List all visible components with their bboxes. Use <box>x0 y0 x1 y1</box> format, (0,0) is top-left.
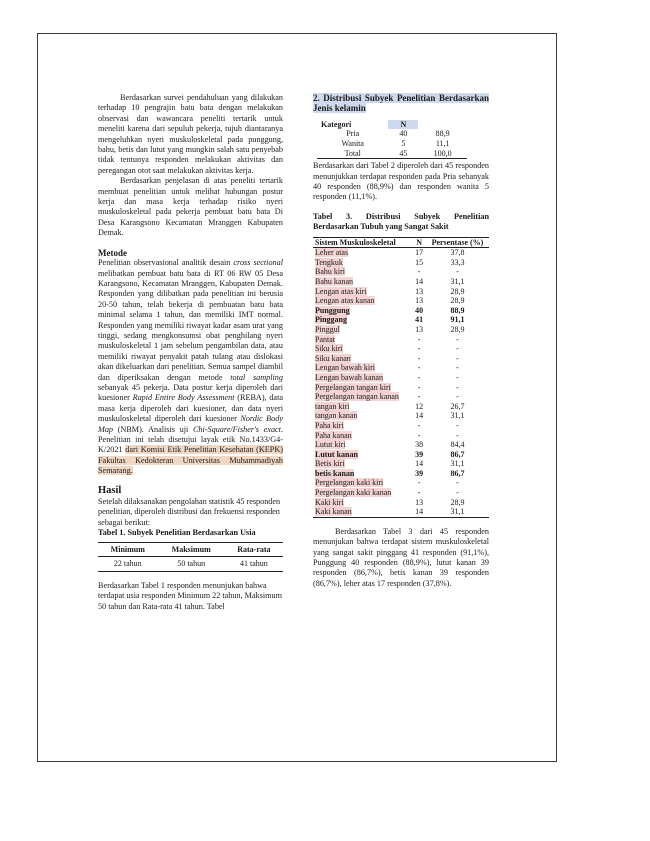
table-row: Total 45 100,0 <box>317 149 467 159</box>
table3-cell-name: Lengan atas kiri <box>315 286 367 296</box>
metode-heading: Metode <box>98 247 127 258</box>
table3-cell-name: betis kanan <box>315 468 355 478</box>
table3-cell-name: Pergelangan tangan kiri <box>315 382 391 392</box>
table2 <box>317 120 467 159</box>
table-row: Leher atas 17 37,8 <box>315 248 465 258</box>
table3-cell-name: Paha kanan <box>315 430 352 440</box>
table-row: Wanita 5 11,1 <box>341 139 450 148</box>
table2-discussion: Berdasarkan dari Tabel 2 diperoleh dari 45 responden menunjukkan terdapat responden pada Pria sebanyak 40 responden (88,9%) dan responden wanita 5 responden (11,1%). <box>313 161 489 202</box>
table-row: Lutut kiri 38 84,4 <box>315 440 465 450</box>
table3-cell-name: Betis kiri <box>315 459 345 469</box>
hasil-paragraph: Setelah dilaksanakan pengolahan statistik 45 responden penelitian, diperoleh distribusi dan frekuensi responden sebagai berikut: <box>98 497 281 527</box>
table3-cell-name: Lengan atas kanan <box>315 296 375 306</box>
hasil-heading: Hasil <box>98 484 122 496</box>
table-row: Lengan bawah kanan - - <box>315 372 459 382</box>
table-row: betis kanan 39 86,7 <box>315 468 465 478</box>
table3-header: Persentase (%) <box>426 237 489 248</box>
table-row: Siku kiri - - <box>315 344 459 354</box>
table3-cell-name: Pergelangan tangan kanan <box>315 392 399 402</box>
table-row: Pergelangan tangan kanan - - <box>315 392 459 402</box>
table-row: Pantat - - <box>315 334 459 344</box>
table1-header: Maksimum <box>158 542 225 557</box>
table3-cell-name: Pinggul <box>315 324 340 334</box>
table-row: Pinggul 13 28,9 <box>315 324 465 334</box>
table3-cell-name: Kaki kiri <box>315 497 344 507</box>
table3-cell-name: Tengkuk <box>315 257 343 267</box>
table3-cell-name: Pinggang <box>315 315 348 325</box>
table3-cell-name: Pantat <box>315 334 335 344</box>
table-row: 22 tahun 50 tahun 41 tahun <box>98 557 283 572</box>
table-row: Punggung 40 88,9 <box>315 305 465 315</box>
table-row: Bahu kanan 14 31,1 <box>315 277 465 286</box>
table1-header: Rata-rata <box>225 542 283 557</box>
table1-header: Minimum <box>98 542 158 557</box>
left-column <box>98 93 283 612</box>
metode-paragraph: Penelitian observasional analitik desain cross sectional melibatkan pembuat batu bata di RT 06 RW 05 Desa Karangsono, Kecamatan Mranggen, Kabupaten Demak. Responden yang dilibatkan pada penelitian ini berusia 20-50 tahun, telah bekerja di pembuatan batu bata minimal selama 1 tahun, dan memiliki IMT normal. Responden yang memiliki riwayat kadar asam urat yang tinggi, sedang mengkonsumsi obat penghilang nyeri muskuloskeletal 1 jam sebelum pengambilan data, atau memiliki riwayat penyakit patah tulang atau dislokasi akan dikeluarkan dari penelitian. Semua sampel diambil dan diperiksakan dengan metode total sampling sebanyak 45 pekerja. Data postur kerja diperoleh dari kuesioner Rapid Entire Body Assessment (REBA), data masa kerja diperoleh dari kuesioner, dan data nyeri muskuloskeletal diperoleh dari kuesioner Nordic Body Map (NBM). Analisis uji Chi-Square/Fisher's exact. Penelitian ini telah disetujui layak etik No.1433/G4-K/2021 dari Komisi Etik Penelitian Kesehatan (KEPK) Fakultas Kedokteran Universitas Muhammadiyah Semarang. <box>98 258 284 476</box>
table-row: Lengan atas kanan 13 28,9 <box>315 296 465 306</box>
intro-paragraph: Berdasarkan survei pendahuluan yang dilakukan terhadap 10 pengrajin batu bata dengan melakukan observasi dan wawancara peneliti tertarik untuk meneliti karena dari sepuluh pekerja, tujuh diantaranya mengeluhkan nyeri muskuloskeletal pada punggung, bahu, betis dan lutut yang mungkin salah satu penyebab tidak tentunya responden melakukan aktivitas dan peregangan otot saat melakukan aktivitas kerja. <box>98 93 283 175</box>
table3-cell-name: Siku kanan <box>315 353 351 363</box>
table3-cell-name: Punggung <box>315 305 350 315</box>
table3-cell-name: Paha kiri <box>315 420 344 430</box>
table3-cell-name: Leher atas <box>315 248 349 258</box>
table-row: Paha kanan - - <box>315 430 459 440</box>
table3-cell-name: tangan kanan <box>315 411 358 421</box>
table-row: tangan kiri 12 26,7 <box>315 401 465 411</box>
table-row: Paha kiri - - <box>315 420 459 430</box>
table-row: Pria 40 88,9 <box>346 129 450 139</box>
table-row: Kaki kanan 14 31,1 <box>313 507 489 517</box>
table3-cell-name: Lutut kanan <box>315 449 358 459</box>
table3-cell-name: Lengan bawah kiri <box>315 363 375 373</box>
table3-cell-name: Pergelangan kaki kiri <box>315 478 384 488</box>
table3-cell-name: Kaki kanan <box>313 507 412 517</box>
ethics-highlight: dari Komisi Etik Penelitian Kesehatan (KEPK) Fakultas Kedokteran Universitas Muhammadiyah Semarang. <box>98 445 283 476</box>
table-row: Kaki kiri 13 28,9 <box>315 497 465 507</box>
table1 <box>98 542 283 572</box>
table2-header: Kategori <box>321 119 352 129</box>
table3-header: Sistem Muskuloskeletal <box>313 237 412 248</box>
table3-cell-name: Lutut kiri <box>315 440 346 450</box>
table3-cell-name: Pergelangan kaki kanan <box>315 488 392 498</box>
table-row: Betis kiri 14 31,1 <box>315 459 465 469</box>
table-row: Pinggang 41 91,1 <box>315 315 465 325</box>
table-row: Pergelangan kaki kanan - - <box>315 488 459 498</box>
table-row: tangan kanan 14 31,1 <box>315 411 465 421</box>
table3-cell-name: Bahu kiri <box>315 267 345 277</box>
table-row: Pergelangan tangan kiri - - <box>315 382 459 392</box>
table3-cell-name: Lengan bawah kanan <box>315 372 383 382</box>
table3 <box>313 237 489 518</box>
table2-header <box>418 120 467 130</box>
table-row: Tengkuk 15 33,3 <box>315 257 465 267</box>
table1-discussion: Berdasarkan Tabel 1 responden menunjukan bahwa terdapat usia responden Minimum 22 tahun, Maksimum 50 tahun dan Rata-rata 41 tahun. Tabel <box>98 580 282 611</box>
right-column <box>313 93 489 589</box>
table-row: Lutut kanan 39 86,7 <box>315 449 465 459</box>
table3-cell-name: tangan kiri <box>315 401 350 411</box>
table1-title: Tabel 1. Subyek Penelitian Berdasarkan Usia <box>98 528 256 538</box>
section2-heading: 2. Distribusi Subyek Penelitian Berdasarkan Jenis kelamin <box>313 93 489 114</box>
table3-cell-name: Bahu kanan <box>315 277 353 286</box>
table3-discussion: Berdasarkan Tabel 3 dari 45 responden menunjukan bahwa terdapat sistem muskuloskeletal yang sangat sakit pinggang 41 responden (91,1%), Punggung 40 responden (88,9%), lutut kanan 39 responden (86,7%), betis kanan 39 responden (86,7%), leher atas 17 responden (37,8%). <box>313 526 489 588</box>
table-row: Lengan bawah kiri - - <box>315 363 459 373</box>
table3-title: Tabel 3. Distribusi Subyek Penelitian Berdasarkan Tubuh yang Sangat Sakit <box>313 211 489 232</box>
table-row: Siku kanan - - <box>315 353 459 363</box>
table3-header: N <box>412 237 426 248</box>
aim-paragraph: Berdasarkan penjelasan di atas peneliti tertarik membuat penelitian untuk melihat hubungan postur kerja dan masa kerja terhadap risiko nyeri muskuloskeletal pada pekerja pembuat batu bata Di Desa Karangsono Kecamatan Mranggen Kabupaten Demak. <box>98 176 283 238</box>
table3-cell-name: Siku kiri <box>315 344 343 354</box>
table2-header: N <box>388 120 418 130</box>
table-row: Bahu kiri - - <box>315 267 459 277</box>
table-row: Lengan atas kiri 13 28,9 <box>315 286 465 296</box>
table-row: Pergelangan kaki kiri - - <box>315 478 459 488</box>
